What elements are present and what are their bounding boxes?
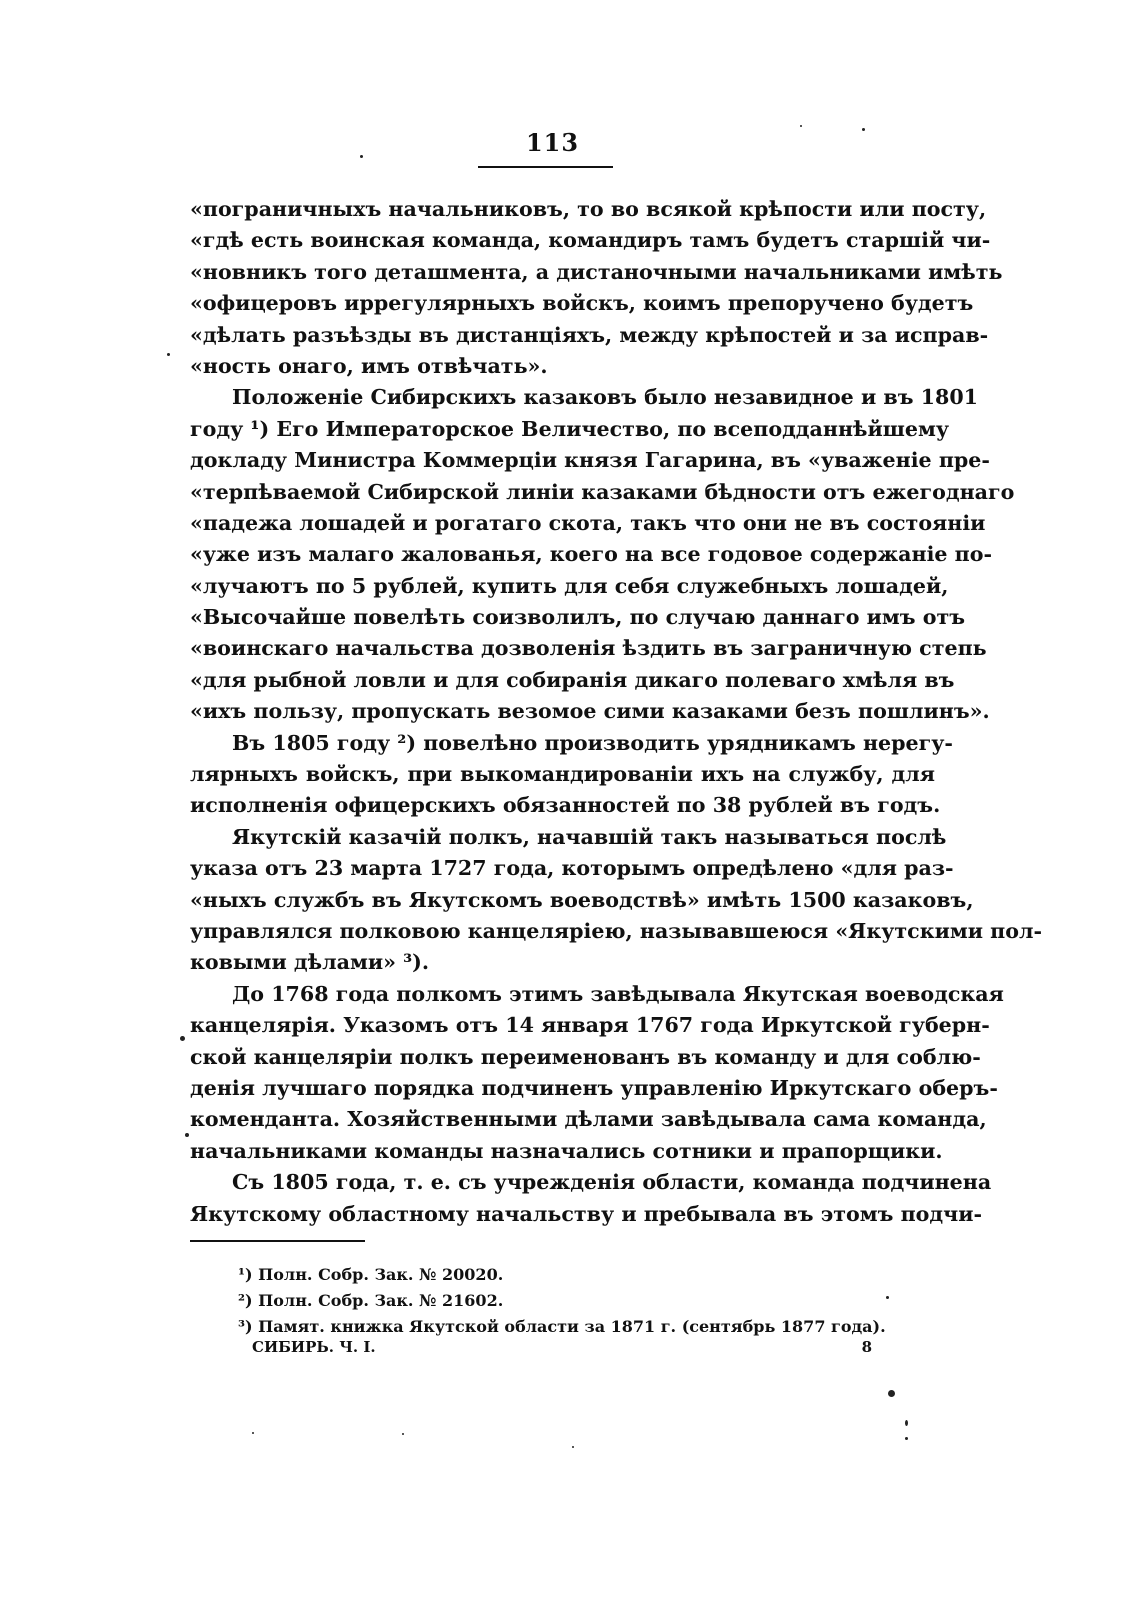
text-line: «ность онаго, имъ отвѣчать». xyxy=(190,353,548,378)
paragraph-start-line: Съ 1805 года, т. е. съ учрежденія области, команда подчинена xyxy=(232,1170,992,1195)
text-line: «терпѣваемой Сибирской линіи казаками бѣдности отъ ежегоднаго xyxy=(190,479,1015,504)
text-line: «уже изъ малаго жалованья, коего на все годовое содержаніе по- xyxy=(190,542,993,567)
scan-speck xyxy=(180,1036,185,1041)
text-line: ской канцеляріи полкъ переименованъ въ команду и для соблю- xyxy=(190,1044,981,1069)
scan-speck xyxy=(862,128,865,131)
text-line: «воинскаго начальства дозволенія ѣздить въ заграничную степь xyxy=(190,636,987,661)
paragraph-start-line: Въ 1805 году ²) повелѣно производить урядникамъ нерегу- xyxy=(232,730,953,755)
body-text xyxy=(190,194,1043,1230)
scan-speck xyxy=(252,1432,254,1434)
footnote: ³) Памят. книжка Якутской области за 1871 г. (сентябрь 1877 года). xyxy=(238,1317,886,1336)
paragraph-start-line: До 1768 года полкомъ этимъ завѣдывала Якутская воеводская xyxy=(232,981,1004,1006)
page-number: 113 xyxy=(525,128,580,157)
text-line: указа отъ 23 марта 1727 года, которымъ опредѣлено «для раз- xyxy=(190,856,954,881)
scan-speck xyxy=(905,1420,908,1426)
signature-title: СИБИРЬ. Ч. I. xyxy=(252,1338,376,1356)
text-line: «Высочайше повелѣть соизволилъ, по случаю даннаго имъ отъ xyxy=(190,605,966,630)
scan-speck xyxy=(888,1390,895,1397)
printer-signature xyxy=(252,1334,872,1360)
text-line: «ихъ пользу, пропускать везомое сими казаками безъ пошлинъ». xyxy=(190,699,990,724)
scan-speck xyxy=(185,1133,189,1137)
scan-speck xyxy=(572,1446,574,1448)
text-line: Якутскому областному начальству и пребывала въ этомъ подчи- xyxy=(190,1201,983,1226)
text-line: году ¹) Его Императорское Величество, по всеподданнѣйшему xyxy=(190,416,950,441)
text-line: управлялся полковою канцеляріею, называвшеюся «Якутскими пол- xyxy=(190,918,1043,943)
text-line: «новникъ того деташмента, а дистаночными начальниками имѣть xyxy=(190,259,1003,284)
paragraph-start-line: Якутскій казачій полкъ, начавшій такъ называться послѣ xyxy=(232,824,947,849)
scan-speck xyxy=(886,1296,889,1299)
text-line: «лучаютъ по 5 рублей, купить для себя служебныхъ лошадей, xyxy=(190,573,949,598)
footnote: ¹) Полн. Собр. Зак. № 20020. xyxy=(238,1265,504,1284)
text-line: канцелярія. Указомъ отъ 14 января 1767 года Иркутской губерн- xyxy=(190,1013,990,1038)
text-line: ковыми дѣлами» ³). xyxy=(190,950,430,975)
text-line: лярныхъ войскъ, при выкомандированіи ихъ на службу, для xyxy=(190,762,935,787)
text-line: «для рыбной ловли и для собиранія дикаго полеваго хмѣля въ xyxy=(190,667,955,692)
text-line: «гдѣ есть воинская команда, командиръ тамъ будетъ старшій чи- xyxy=(190,228,991,253)
page-number-underline xyxy=(478,166,613,168)
text-line: «офицеровъ иррегулярныхъ войскъ, коимъ препоручено будетъ xyxy=(190,291,974,316)
scan-speck xyxy=(800,125,802,127)
text-line: докладу Министра Коммерціи князя Гагарина, въ «уваженіе пре- xyxy=(190,448,990,473)
text-line: денія лучшаго порядка подчиненъ управленію Иркутскаго оберъ- xyxy=(190,1075,998,1100)
signature-sheet-number: 8 xyxy=(861,1338,872,1356)
scan-speck xyxy=(360,155,363,158)
text-line: начальниками команды назначались сотники и прапорщики. xyxy=(190,1138,943,1163)
footnote-separator xyxy=(190,1240,365,1242)
text-line: коменданта. Хозяйственными дѣлами завѣдывала сама команда, xyxy=(190,1107,987,1132)
footnotes xyxy=(238,1262,888,1340)
scan-speck xyxy=(167,353,170,356)
paragraph-start-line: Положеніе Сибирскихъ казаковъ было незавидное и въ 1801 xyxy=(232,385,978,410)
scan-speck xyxy=(905,1437,908,1440)
text-line: «пограничныхъ начальниковъ, то во всякой крѣпости или посту, xyxy=(190,197,987,221)
scan-speck xyxy=(402,1433,404,1435)
footnote: ²) Полн. Собр. Зак. № 21602. xyxy=(238,1291,504,1310)
text-line: «ныхъ службъ въ Якутскомъ воеводствѣ» имѣть 1500 казаковъ, xyxy=(190,887,974,912)
text-line: «дѣлать разъѣзды въ дистанціяхъ, между крѣпостей и за исправ- xyxy=(190,322,989,347)
text-line: исполненія офицерскихъ обязанностей по 38 рублей въ годъ. xyxy=(190,793,941,818)
text-line: «падежа лошадей и рогатаго скота, такъ что они не въ состояніи xyxy=(190,510,986,535)
